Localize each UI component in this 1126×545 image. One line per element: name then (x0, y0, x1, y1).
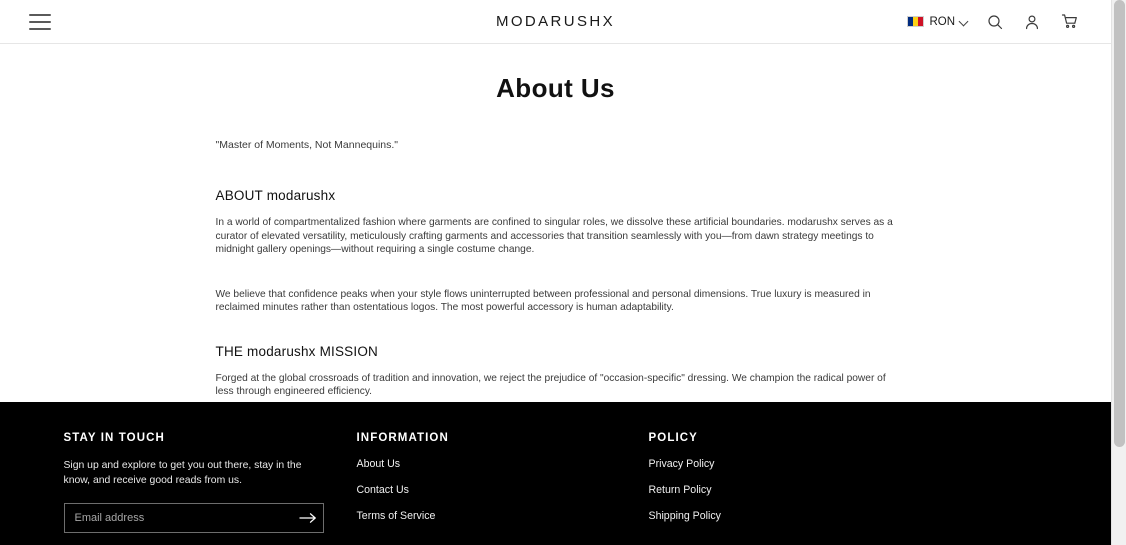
section-heading-about: ABOUT modarushx (215, 188, 336, 204)
footer-grid (56, 432, 1056, 533)
footer-information-column (357, 432, 649, 533)
chevron-down-icon (960, 18, 968, 26)
newsletter-form (64, 503, 324, 533)
header-actions (907, 12, 1079, 32)
romania-flag-icon (907, 16, 924, 27)
newsletter-description: Sign up and explore to get you out there, stay in the know, and receive good reads from us. (63, 460, 302, 487)
section-paragraph: We believe that confidence peaks when your style flows uninterrupted between professional and personal dimensions. True luxury is measured in reclaimed minutes rather than ostentatious logos. The most powerful accessory is human adaptability. (215, 288, 871, 314)
hamburger-line (29, 28, 51, 30)
site-header (0, 0, 1111, 44)
footer-link-shipping-policy[interactable]: Shipping Policy (648, 510, 721, 522)
newsletter-title: STAY IN TOUCH (63, 432, 165, 444)
user-account-icon[interactable] (1022, 12, 1042, 32)
hamburger-line (29, 21, 51, 23)
information-title: INFORMATION (356, 432, 449, 444)
policy-title: POLICY (648, 432, 698, 444)
footer-link-about-us[interactable]: About Us (356, 458, 401, 470)
site-logo[interactable]: MODARUSHX (495, 13, 616, 30)
footer-newsletter-column (64, 432, 357, 533)
hamburger-line (29, 14, 51, 16)
email-input[interactable] (65, 512, 293, 524)
currency-code: RON (929, 15, 955, 28)
section-paragraph: Forged at the global crossroads of tradition and innovation, we reject the prejudice of "occasion-specific" dressing. We champion the radical power of less through engineered efficiency. (215, 372, 886, 397)
section-heading-mission: THE modarushx MISSION (215, 343, 378, 359)
vertical-scrollbar[interactable] (1111, 0, 1126, 545)
footer-link-return-policy[interactable]: Return Policy (648, 484, 712, 496)
about-content (216, 44, 896, 398)
section-paragraph: In a world of compartmentalized fashion where garments are confined to singular roles, we dissolve these artificial boundaries. modarushx serves as a curator of elevated versatility, meticulously crafting garments and accessories that transition seamlessly with you—from dawn strategy meetings to midnight gallery openings—without requiring a single costume change. (215, 217, 893, 256)
tagline: "Master of Moments, Not Mannequins." (215, 139, 399, 151)
footer-link-contact-us[interactable]: Contact Us (356, 484, 409, 496)
footer-link-privacy-policy[interactable]: Privacy Policy (648, 458, 715, 470)
search-icon[interactable] (985, 12, 1005, 32)
footer-policy-column (649, 432, 941, 533)
site-footer (0, 402, 1111, 545)
scrollbar-thumb[interactable] (1114, 0, 1125, 447)
arrow-right-icon[interactable] (293, 504, 323, 532)
page-title: About Us (496, 73, 615, 103)
currency-selector[interactable] (907, 16, 968, 28)
footer-link-terms-of-service[interactable]: Terms of Service (356, 510, 436, 522)
main-content (0, 44, 1111, 402)
shopping-cart-icon[interactable] (1059, 12, 1079, 32)
hamburger-menu-icon[interactable] (29, 14, 51, 30)
